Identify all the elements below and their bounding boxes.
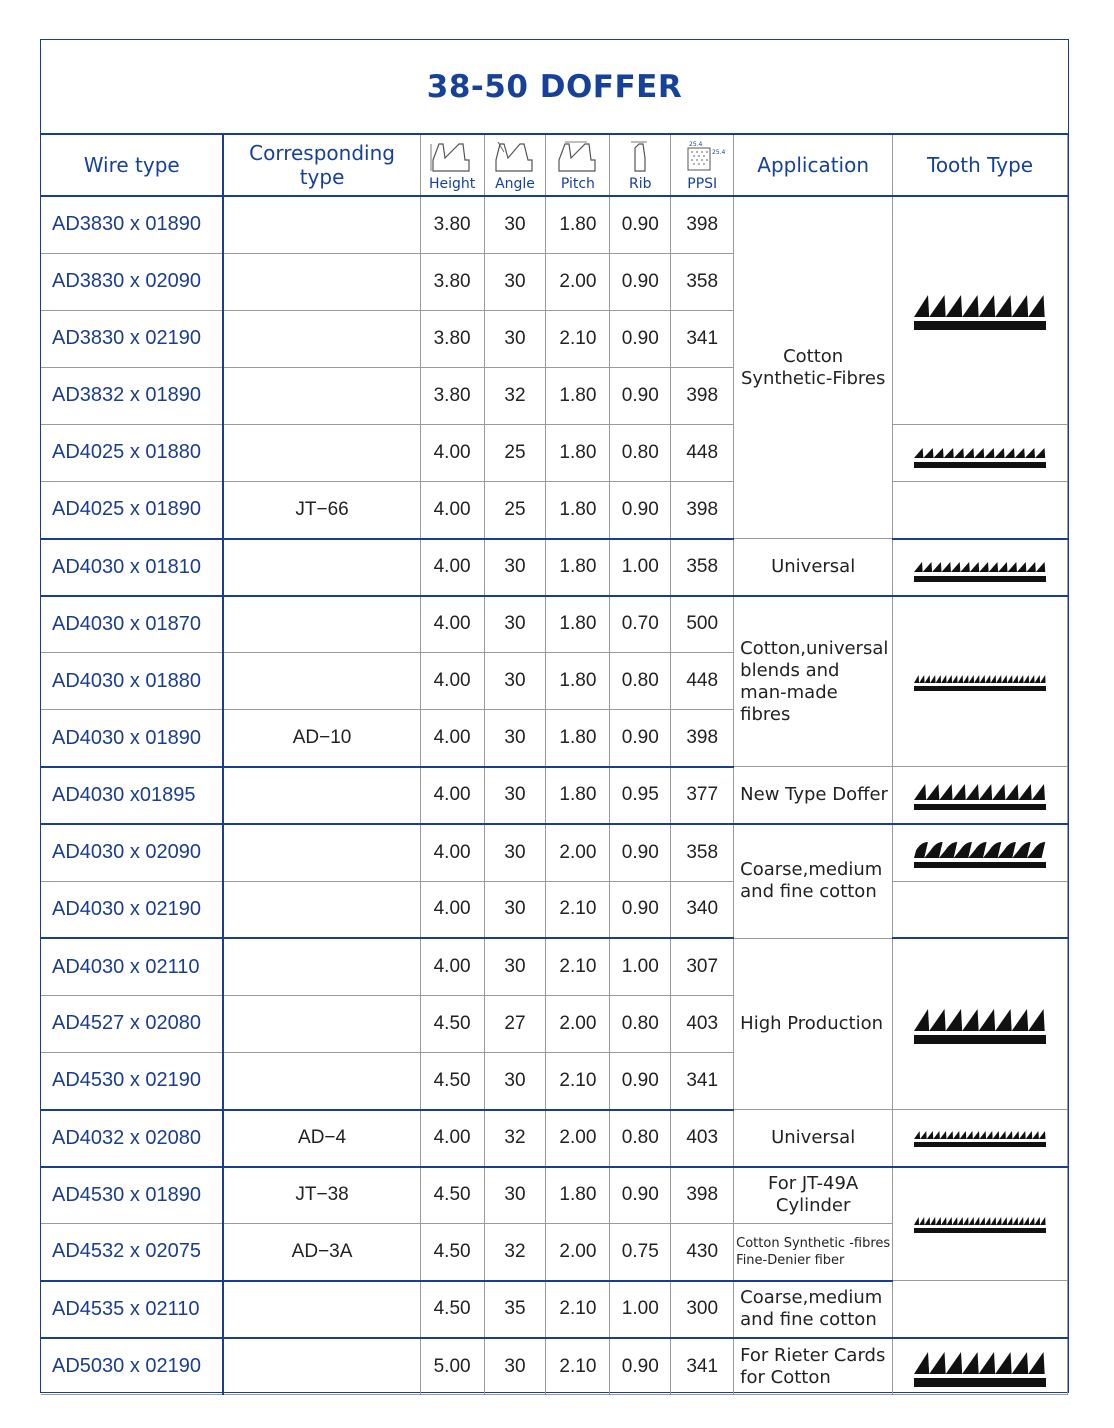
header-tooth-type: Tooth Type <box>893 135 1068 196</box>
table-row <box>41 481 1068 538</box>
ppsi-cell: 403 <box>671 995 734 1052</box>
height-cell: 3.80 <box>420 310 484 367</box>
wire-type-cell: AD4530 x 02190 <box>41 1052 223 1109</box>
height-cell: 4.00 <box>420 481 484 538</box>
tooth-type-cell <box>893 196 1068 424</box>
header-wire-type: Wire type <box>41 135 223 196</box>
ppsi-cell: 358 <box>671 539 734 596</box>
ppsi-cell: 341 <box>671 1338 734 1395</box>
height-cell: 4.50 <box>420 1052 484 1109</box>
ppsi-cell: 398 <box>671 367 734 424</box>
wire-type-cell: AD5030 x 02190 <box>41 1338 223 1395</box>
ppsi-cell: 300 <box>671 1281 734 1338</box>
pitch-cell: 2.10 <box>546 881 610 938</box>
tooth-base-bar <box>914 1035 1046 1044</box>
rib-cell: 0.90 <box>610 481 671 538</box>
angle-cell: 32 <box>484 367 546 424</box>
angle-cell: 25 <box>484 481 546 538</box>
header-application: Application <box>734 135 893 196</box>
rib-cell: 1.00 <box>610 1281 671 1338</box>
angle-cell: 30 <box>484 1338 546 1395</box>
application-cell <box>734 1281 893 1338</box>
tooth-profile-icon <box>912 778 1048 812</box>
corresponding-type-cell <box>223 424 420 481</box>
tooth-base-bar <box>914 1378 1046 1387</box>
height-cell: 4.00 <box>420 539 484 596</box>
tooth-profile-icon <box>912 550 1048 584</box>
application-text: Synthetic-Fibres <box>740 367 886 389</box>
rib-cell: 0.90 <box>610 253 671 310</box>
pitch-cell: 2.10 <box>546 1281 610 1338</box>
rib-cell: 0.80 <box>610 653 671 710</box>
header-angle <box>484 135 546 196</box>
tooth-type-cell <box>893 1281 1068 1338</box>
wire-type-cell: AD3830 x 02090 <box>41 253 223 310</box>
pitch-diagram-icon <box>555 140 601 174</box>
wire-type-cell: AD4030 x 01890 <box>41 710 223 767</box>
application-cell <box>734 1167 893 1224</box>
application-cell <box>734 1224 893 1281</box>
pitch-cell: 1.80 <box>546 710 610 767</box>
header-ppsi-label: PPSI <box>687 176 718 192</box>
rib-cell: 0.90 <box>610 310 671 367</box>
pitch-cell: 2.00 <box>546 253 610 310</box>
tooth-profile-icon <box>912 1345 1048 1389</box>
ppsi-cell: 448 <box>671 653 734 710</box>
tooth-teeth <box>914 295 1046 317</box>
corresponding-type-cell <box>223 767 420 824</box>
application-cell <box>734 196 893 539</box>
application-cell <box>734 539 893 596</box>
rib-cell: 0.90 <box>610 196 671 253</box>
application-cell <box>734 824 893 938</box>
ppsi-cell: 430 <box>671 1224 734 1281</box>
angle-cell: 30 <box>484 767 546 824</box>
tooth-teeth <box>914 562 1046 572</box>
height-cell: 4.00 <box>420 424 484 481</box>
spec-sheet <box>40 39 1069 1393</box>
height-cell: 4.00 <box>420 596 484 653</box>
ppsi-cell: 398 <box>671 481 734 538</box>
ppsi-cell: 358 <box>671 824 734 881</box>
height-cell: 4.00 <box>420 653 484 710</box>
ppsi-cell: 403 <box>671 1110 734 1167</box>
corresponding-type-cell <box>223 938 420 995</box>
pitch-cell: 2.00 <box>546 1110 610 1167</box>
corresponding-type-cell <box>223 1052 420 1109</box>
tooth-type-cell <box>893 539 1068 596</box>
pitch-cell: 1.80 <box>546 196 610 253</box>
corresponding-type-cell <box>223 310 420 367</box>
application-text: Cylinder <box>775 1195 851 1217</box>
wire-type-cell: AD4030 x 01810 <box>41 539 223 596</box>
page-title: 38-50 DOFFER <box>41 40 1068 135</box>
table-row <box>41 1167 1068 1224</box>
ppsi-cell: 377 <box>671 767 734 824</box>
header-pitch <box>546 135 610 196</box>
header-pitch-label: Pitch <box>560 176 595 192</box>
table-row <box>41 767 1068 824</box>
ppsi-dim-a: 25.4 <box>689 141 703 148</box>
tooth-base-bar <box>914 804 1046 810</box>
application-text: Coarse,medium <box>740 859 883 881</box>
rib-cell: 0.80 <box>610 995 671 1052</box>
application-text: New Type Doffer <box>740 784 888 806</box>
wire-type-cell: AD4030 x01895 <box>41 767 223 824</box>
angle-cell: 30 <box>484 1052 546 1109</box>
wire-type-cell: AD3832 x 01890 <box>41 367 223 424</box>
application-text: for Cotton <box>740 1366 831 1388</box>
tooth-teeth <box>914 842 1046 858</box>
corresponding-type-cell <box>223 995 420 1052</box>
tooth-type-cell <box>893 424 1068 481</box>
header-rib-label: Rib <box>629 176 652 192</box>
application-text: High Production <box>740 1012 884 1034</box>
application-cell <box>734 938 893 1109</box>
pitch-cell: 2.10 <box>546 1338 610 1395</box>
application-text: blends and <box>740 659 840 681</box>
corresponding-type-cell <box>223 596 420 653</box>
tooth-type-cell <box>893 1110 1068 1167</box>
corresponding-type-cell: JT−38 <box>223 1167 420 1224</box>
header-corresponding-type: Corresponding type <box>223 135 420 196</box>
wire-type-cell: AD4532 x 02075 <box>41 1224 223 1281</box>
corresponding-type-cell <box>223 367 420 424</box>
rib-cell: 0.70 <box>610 596 671 653</box>
angle-cell: 30 <box>484 1167 546 1224</box>
corresponding-type-cell <box>223 196 420 253</box>
spec-table-body <box>41 196 1068 1395</box>
angle-cell: 30 <box>484 196 546 253</box>
pitch-cell: 1.80 <box>546 481 610 538</box>
application-cell <box>734 1110 893 1167</box>
height-cell: 3.80 <box>420 367 484 424</box>
table-row <box>41 881 1068 938</box>
ppsi-cell: 340 <box>671 881 734 938</box>
wire-type-cell: AD4030 x 01870 <box>41 596 223 653</box>
table-row <box>41 539 1068 596</box>
application-cell <box>734 767 893 824</box>
rib-diagram-icon <box>617 140 663 174</box>
angle-cell: 30 <box>484 881 546 938</box>
wire-type-cell: AD4030 x 02110 <box>41 938 223 995</box>
angle-cell: 30 <box>484 653 546 710</box>
ppsi-cell: 500 <box>671 596 734 653</box>
height-cell: 4.50 <box>420 1167 484 1224</box>
application-text: and fine cotton <box>740 1309 877 1331</box>
corresponding-type-cell: AD−3A <box>223 1224 420 1281</box>
tooth-type-cell <box>893 596 1068 767</box>
tooth-teeth <box>914 1217 1046 1225</box>
pitch-cell: 1.80 <box>546 539 610 596</box>
pitch-cell: 1.80 <box>546 367 610 424</box>
ppsi-cell: 307 <box>671 938 734 995</box>
corresponding-type-cell <box>223 824 420 881</box>
tooth-base-bar <box>914 576 1046 582</box>
pitch-cell: 1.80 <box>546 424 610 481</box>
height-cell: 3.80 <box>420 253 484 310</box>
corresponding-type-cell: JT−66 <box>223 481 420 538</box>
tooth-teeth <box>914 675 1046 683</box>
height-cell: 4.50 <box>420 995 484 1052</box>
application-text: For JT-49A <box>768 1173 859 1195</box>
corresponding-type-cell <box>223 653 420 710</box>
rib-cell: 0.80 <box>610 424 671 481</box>
ppsi-cell: 358 <box>671 253 734 310</box>
table-row <box>41 424 1068 481</box>
corresponding-type-cell <box>223 881 420 938</box>
angle-cell: 30 <box>484 938 546 995</box>
application-text: Universal <box>771 1126 856 1148</box>
application-text: Coarse,medium <box>740 1287 883 1309</box>
wire-type-cell: AD4030 x 02090 <box>41 824 223 881</box>
tooth-teeth <box>914 1352 1046 1374</box>
ppsi-cell: 448 <box>671 424 734 481</box>
wire-type-cell: AD4535 x 02110 <box>41 1281 223 1338</box>
tooth-type-cell <box>893 767 1068 824</box>
pitch-cell: 2.10 <box>546 1052 610 1109</box>
height-cell: 4.00 <box>420 938 484 995</box>
spec-table <box>41 135 1068 1395</box>
wire-type-cell: AD4030 x 01880 <box>41 653 223 710</box>
wire-type-cell: AD3830 x 02190 <box>41 310 223 367</box>
pitch-cell: 2.00 <box>546 1224 610 1281</box>
ppsi-cell: 398 <box>671 196 734 253</box>
wire-type-cell: AD4530 x 01890 <box>41 1167 223 1224</box>
corresponding-type-cell <box>223 539 420 596</box>
wire-type-cell: AD4030 x 02190 <box>41 881 223 938</box>
wire-type-cell: AD4032 x 02080 <box>41 1110 223 1167</box>
corresponding-type-cell <box>223 1281 420 1338</box>
angle-cell: 35 <box>484 1281 546 1338</box>
rib-cell: 0.90 <box>610 824 671 881</box>
application-text: man-made fibres <box>740 681 838 725</box>
height-cell: 5.00 <box>420 1338 484 1395</box>
rib-cell: 0.75 <box>610 1224 671 1281</box>
height-cell: 4.00 <box>420 767 484 824</box>
table-row <box>41 1281 1068 1338</box>
table-row <box>41 1338 1068 1395</box>
rib-cell: 0.90 <box>610 1338 671 1395</box>
angle-cell: 27 <box>484 995 546 1052</box>
angle-cell: 32 <box>484 1224 546 1281</box>
pitch-cell: 2.10 <box>546 938 610 995</box>
angle-cell: 30 <box>484 253 546 310</box>
angle-cell: 30 <box>484 710 546 767</box>
rib-cell: 1.00 <box>610 938 671 995</box>
wire-type-cell: AD4025 x 01890 <box>41 481 223 538</box>
rib-cell: 0.90 <box>610 710 671 767</box>
tooth-base-bar <box>914 321 1046 330</box>
tooth-base-bar <box>914 1228 1046 1233</box>
tooth-type-cell <box>893 1338 1068 1395</box>
tooth-profile-icon <box>912 288 1048 332</box>
ppsi-cell: 398 <box>671 1167 734 1224</box>
header-rib <box>610 135 671 196</box>
tooth-teeth <box>914 448 1046 458</box>
rib-cell: 0.90 <box>610 1052 671 1109</box>
tooth-base-bar <box>914 1142 1046 1147</box>
header-height <box>420 135 484 196</box>
ppsi-cell: 398 <box>671 710 734 767</box>
table-row <box>41 596 1068 653</box>
rib-cell: 0.80 <box>610 1110 671 1167</box>
rib-cell: 0.90 <box>610 881 671 938</box>
application-text: Cotton Synthetic -fibres <box>736 1235 891 1251</box>
height-diagram-icon <box>429 140 475 174</box>
pitch-cell: 1.80 <box>546 1167 610 1224</box>
pitch-cell: 2.00 <box>546 824 610 881</box>
ppsi-dim-b: 25.4 <box>712 149 726 156</box>
angle-cell: 30 <box>484 824 546 881</box>
wire-type-cell: AD4025 x 01880 <box>41 424 223 481</box>
header-ppsi <box>671 135 734 196</box>
pitch-cell: 2.00 <box>546 995 610 1052</box>
tooth-type-cell <box>893 938 1068 1109</box>
rib-cell: 0.90 <box>610 1167 671 1224</box>
tooth-profile-icon <box>912 436 1048 470</box>
rib-cell: 0.95 <box>610 767 671 824</box>
tooth-type-cell <box>893 824 1068 881</box>
height-cell: 4.00 <box>420 1110 484 1167</box>
tooth-profile-icon <box>912 1127 1048 1149</box>
height-cell: 4.50 <box>420 1224 484 1281</box>
angle-cell: 30 <box>484 310 546 367</box>
tooth-base-bar <box>914 462 1046 468</box>
angle-cell: 30 <box>484 539 546 596</box>
application-text: Cotton <box>783 345 844 367</box>
corresponding-type-cell <box>223 253 420 310</box>
corresponding-type-cell: AD−10 <box>223 710 420 767</box>
header-height-label: Height <box>428 176 476 192</box>
ppsi-cell: 341 <box>671 310 734 367</box>
header-row <box>41 135 1068 196</box>
table-row <box>41 938 1068 995</box>
tooth-type-cell <box>893 481 1068 538</box>
tooth-base-bar <box>914 862 1046 868</box>
angle-cell: 30 <box>484 596 546 653</box>
tooth-profile-icon <box>912 671 1048 693</box>
wire-type-cell: AD4527 x 02080 <box>41 995 223 1052</box>
height-cell: 3.80 <box>420 196 484 253</box>
pitch-cell: 1.80 <box>546 596 610 653</box>
tooth-base-bar <box>914 686 1046 691</box>
application-cell <box>734 596 893 767</box>
application-text: Cotton,universal <box>740 637 889 659</box>
corresponding-type-cell: AD−4 <box>223 1110 420 1167</box>
table-row <box>41 196 1068 253</box>
application-text: Universal <box>771 555 856 577</box>
tooth-profile-icon <box>912 836 1048 870</box>
tooth-teeth <box>914 784 1046 800</box>
tooth-type-cell <box>893 881 1068 938</box>
application-text: Fine-Denier fiber <box>736 1252 845 1268</box>
ppsi-cell: 341 <box>671 1052 734 1109</box>
pitch-cell: 1.80 <box>546 653 610 710</box>
pitch-cell: 1.80 <box>546 767 610 824</box>
tooth-profile-icon <box>912 1213 1048 1235</box>
ppsi-grid-icon <box>678 140 726 174</box>
height-cell: 4.00 <box>420 824 484 881</box>
application-cell <box>734 1338 893 1395</box>
tooth-type-cell <box>893 1167 1068 1281</box>
application-text: For Rieter Cards <box>740 1344 886 1366</box>
corresponding-type-cell <box>223 1338 420 1395</box>
table-row <box>41 1110 1068 1167</box>
height-cell: 4.00 <box>420 710 484 767</box>
header-angle-label: Angle <box>495 176 535 192</box>
height-cell: 4.00 <box>420 881 484 938</box>
tooth-teeth <box>914 1131 1046 1139</box>
tooth-teeth <box>914 1009 1046 1031</box>
rib-cell: 1.00 <box>610 539 671 596</box>
application-text: and fine cotton <box>740 881 877 903</box>
tooth-profile-icon <box>912 1002 1048 1046</box>
angle-cell: 25 <box>484 424 546 481</box>
angle-cell: 32 <box>484 1110 546 1167</box>
height-cell: 4.50 <box>420 1281 484 1338</box>
table-row <box>41 824 1068 881</box>
rib-cell: 0.90 <box>610 367 671 424</box>
angle-diagram-icon <box>492 140 538 174</box>
pitch-cell: 2.10 <box>546 310 610 367</box>
wire-type-cell: AD3830 x 01890 <box>41 196 223 253</box>
